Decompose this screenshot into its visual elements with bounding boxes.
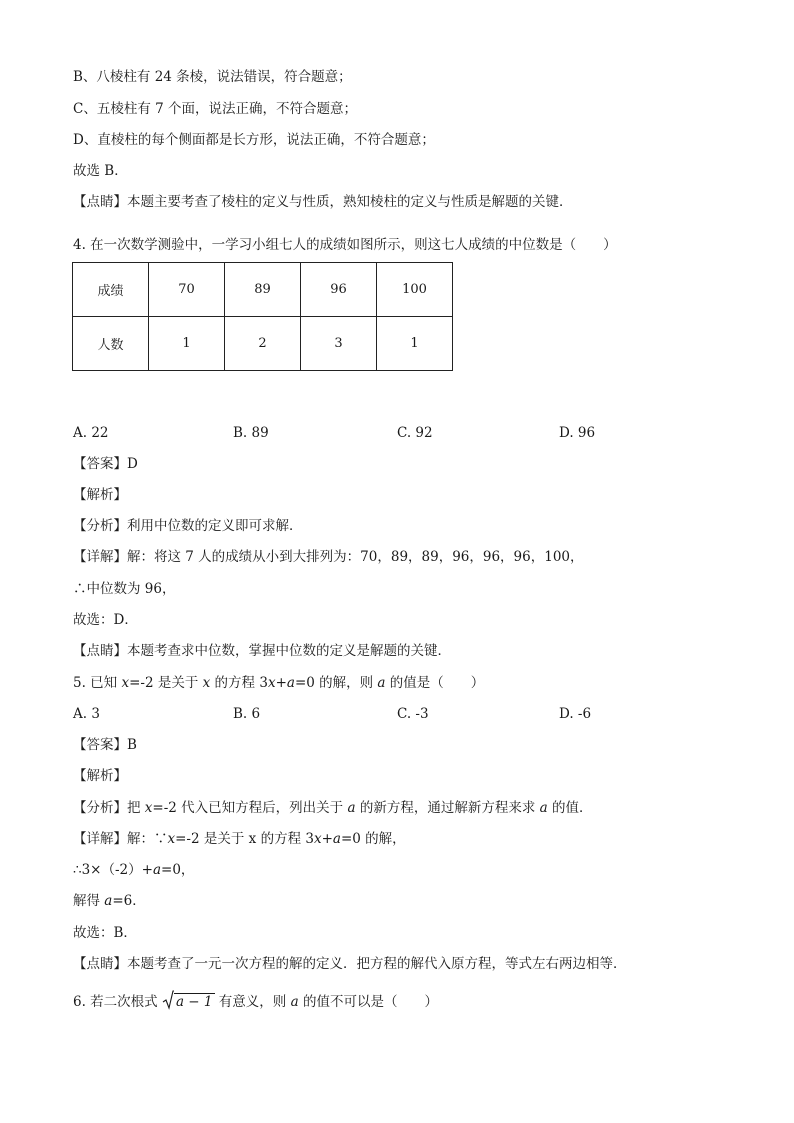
q4-option-a: A. 22 bbox=[73, 425, 109, 441]
q5-detail-text: + bbox=[321, 831, 333, 847]
table-cell: 2 bbox=[225, 317, 301, 371]
q4-stem: 4. 在一次数学测验中，一学习小组七人的成绩如图所示，则这七人成绩的中位数是（ ） bbox=[73, 237, 617, 253]
q5-solve-text: 解得 bbox=[73, 893, 105, 909]
q5-option-d: D. -6 bbox=[559, 706, 592, 722]
var-x: x bbox=[167, 831, 176, 847]
q5-answer: 【答案】B bbox=[73, 737, 137, 753]
var-a: a bbox=[152, 862, 162, 878]
var-x: x bbox=[313, 831, 322, 847]
q5-fenxi-text: 【分析】把 bbox=[73, 800, 145, 816]
table-cell: 3 bbox=[301, 317, 377, 371]
var-x: x bbox=[267, 675, 276, 691]
q5-choose: 故选：B． bbox=[73, 925, 137, 941]
q5-detail bbox=[73, 830, 406, 848]
q5-detail-text: 【详解】解：∵ bbox=[73, 831, 168, 847]
q5-fenxi bbox=[73, 799, 592, 817]
table-cell: 1 bbox=[377, 317, 453, 371]
q5-stem-text: =0 的解，则 bbox=[294, 675, 378, 691]
q4-analysis-heading: 【解析】 bbox=[73, 487, 127, 503]
line-option-b: B、八棱柱有 24 条棱，说法错误，符合题意； bbox=[73, 69, 352, 85]
q6-stem-text: 6. 若二次根式 bbox=[73, 994, 162, 1010]
q5-stem-text: 5. 已知 bbox=[73, 675, 122, 691]
q6-stem bbox=[73, 990, 438, 1011]
var-a: a bbox=[290, 994, 299, 1010]
q4-option-d: D. 96 bbox=[559, 425, 596, 441]
q4-option-b: B. 89 bbox=[233, 425, 269, 441]
q5-detail-text: =-2 是关于 x 的方程 3 bbox=[175, 831, 314, 847]
line-option-c: C、五棱柱有 7 个面，说法正确，不符合题意； bbox=[73, 101, 358, 117]
table-cell: 89 bbox=[225, 263, 301, 317]
q5-fenxi-text: 的值． bbox=[547, 800, 593, 816]
score-table bbox=[72, 262, 453, 371]
var-a: a bbox=[332, 831, 341, 847]
q4-median: ∴中位数为 96， bbox=[73, 581, 176, 597]
q4-choose: 故选：D． bbox=[73, 612, 138, 628]
q5-solve-text: =6． bbox=[112, 893, 146, 909]
q5-option-b: B. 6 bbox=[233, 706, 261, 722]
var-a: a bbox=[347, 800, 356, 816]
q5-analysis-heading: 【解析】 bbox=[73, 768, 127, 784]
q5-solve bbox=[73, 892, 146, 910]
q5-option-c: C. -3 bbox=[397, 706, 429, 722]
q3-comment: 【点睛】本题主要考查了棱柱的定义与性质，熟知棱柱的定义与性质是解题的关键． bbox=[73, 194, 573, 210]
q5-stem-text: 的值是（ ） bbox=[385, 675, 485, 691]
line-choose-b: 故选 B． bbox=[73, 163, 128, 179]
table-cell: 70 bbox=[149, 263, 225, 317]
radical-sign-icon bbox=[162, 990, 174, 1010]
table-row bbox=[73, 263, 453, 317]
q5-stem-text: =-2 是关于 bbox=[129, 675, 203, 691]
q4-comment: 【点睛】本题考查求中位数，掌握中位数的定义是解题的关键． bbox=[73, 643, 451, 659]
table-cell: 人数 bbox=[73, 317, 149, 371]
q5-detail-text: =0 的解， bbox=[340, 831, 406, 847]
table-cell: 100 bbox=[377, 263, 453, 317]
q5-calc bbox=[73, 861, 194, 879]
q4-answer: 【答案】D bbox=[73, 456, 138, 472]
q4-fenxi: 【分析】利用中位数的定义即可求解． bbox=[73, 518, 303, 534]
q5-fenxi-text: 的新方程，通过解新方程来求 bbox=[355, 800, 540, 816]
q5-fenxi-text: =-2 代入已知方程后，列出关于 bbox=[152, 800, 348, 816]
q5-calc-text: =0， bbox=[161, 862, 195, 878]
q5-option-a: A. 3 bbox=[73, 706, 100, 722]
var-x: x bbox=[144, 800, 153, 816]
q4-option-c: C. 92 bbox=[397, 425, 433, 441]
var-a: a bbox=[377, 675, 386, 691]
q5-stem-text: 的方程 3 bbox=[210, 675, 268, 691]
var-x: x bbox=[202, 675, 211, 691]
q5-calc-text: ∴3×（-2）+ bbox=[73, 862, 153, 878]
var-a: a bbox=[104, 893, 113, 909]
table-cell: 成绩 bbox=[73, 263, 149, 317]
var-a: a bbox=[286, 675, 295, 691]
q5-stem-text: + bbox=[275, 675, 287, 691]
table-cell: 96 bbox=[301, 263, 377, 317]
square-root bbox=[162, 990, 215, 1011]
table-row bbox=[73, 317, 453, 371]
q4-detail: 【详解】解：将这 7 人的成绩从小到大排列为：70，89，89，96，96，96，100， bbox=[73, 549, 584, 565]
table-cell: 1 bbox=[149, 317, 225, 371]
q5-stem bbox=[73, 674, 484, 692]
q6-stem-text: 有意义，则 bbox=[214, 994, 291, 1010]
q5-comment: 【点睛】本题考查了一元一次方程的解的定义．把方程的解代入原方程，等式左右两边相等． bbox=[73, 956, 627, 972]
var-x: x bbox=[121, 675, 130, 691]
var-a: a bbox=[539, 800, 548, 816]
q6-stem-text: 的值不可以是（ ） bbox=[298, 994, 438, 1010]
line-option-d: D、直棱柱的每个侧面都是长方形，说法正确，不符合题意； bbox=[73, 132, 435, 148]
radicand: a − 1 bbox=[175, 994, 213, 1010]
